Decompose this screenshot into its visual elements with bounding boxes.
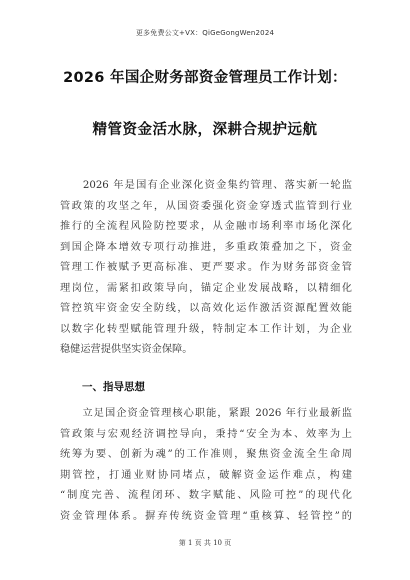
paragraph-line: 推行的全流程风险防控要求，从金融市场利率市场化深化 [60,221,352,232]
intro-paragraph [60,176,352,361]
paragraph-line: 资金管理体系。摒弃传统资金管理“重核算、轻管控”的 [60,510,352,522]
paragraph-line: 统筹为要、创新为魂”的工作准则，聚焦资金流全生命周 [60,449,352,460]
document-subtitle: 精管资金活水脉，深耕合规护远航 [92,122,318,138]
section-heading: 一、指导思想 [82,381,145,393]
paragraph-line: 2026 年是国有企业深化资金集约管理、落实新一轮监 [60,180,352,191]
header-note: 更多免费公文+VX：QiGeGongWen2024 [135,29,275,37]
document-title: 2026 年国企财务部资金管理员工作计划： [63,70,347,86]
paragraph-line: 管政策的攻坚之年，从国资委强化资金穿透式监管到行业 [60,200,352,212]
paragraph-line: “制度完善、流程闭环、数字赋能、风险可控”的现代化 [60,490,352,501]
paragraph-line: 以数字化转型赋能管理升级，特制定本工作计划，为企业 [60,323,352,335]
paragraph-line: 期管控，打通业财协同堵点，破解资金运作难点，构建 [60,469,352,481]
paragraph-line: 管控筑牢资金安全防线，以高效化运作激活资源配置效能 [60,303,352,314]
paragraph-line: 理岗位，需紧扣政策导向，锚定企业发展战略，以精细化 [60,282,352,294]
guiding-paragraph [60,404,352,527]
paragraph-line: 立足国企资金管理核心职能，紧跟 2026 年行业最新监 [60,408,352,419]
paragraph-line: 管理工作被赋予更高标准、更严要求。作为财务部资金管 [60,262,352,273]
paragraph-line: 稳健运营提供坚实资金保障。 [60,344,193,355]
page-number: 第 1 页 共 10 页 [178,539,232,547]
paragraph-line: 管政策与宏观经济调控导向，秉持“安全为本、效率为上 [60,428,352,440]
paragraph-line: 到国企降本增效专项行动推进，多重政策叠加之下，资金 [60,241,352,253]
